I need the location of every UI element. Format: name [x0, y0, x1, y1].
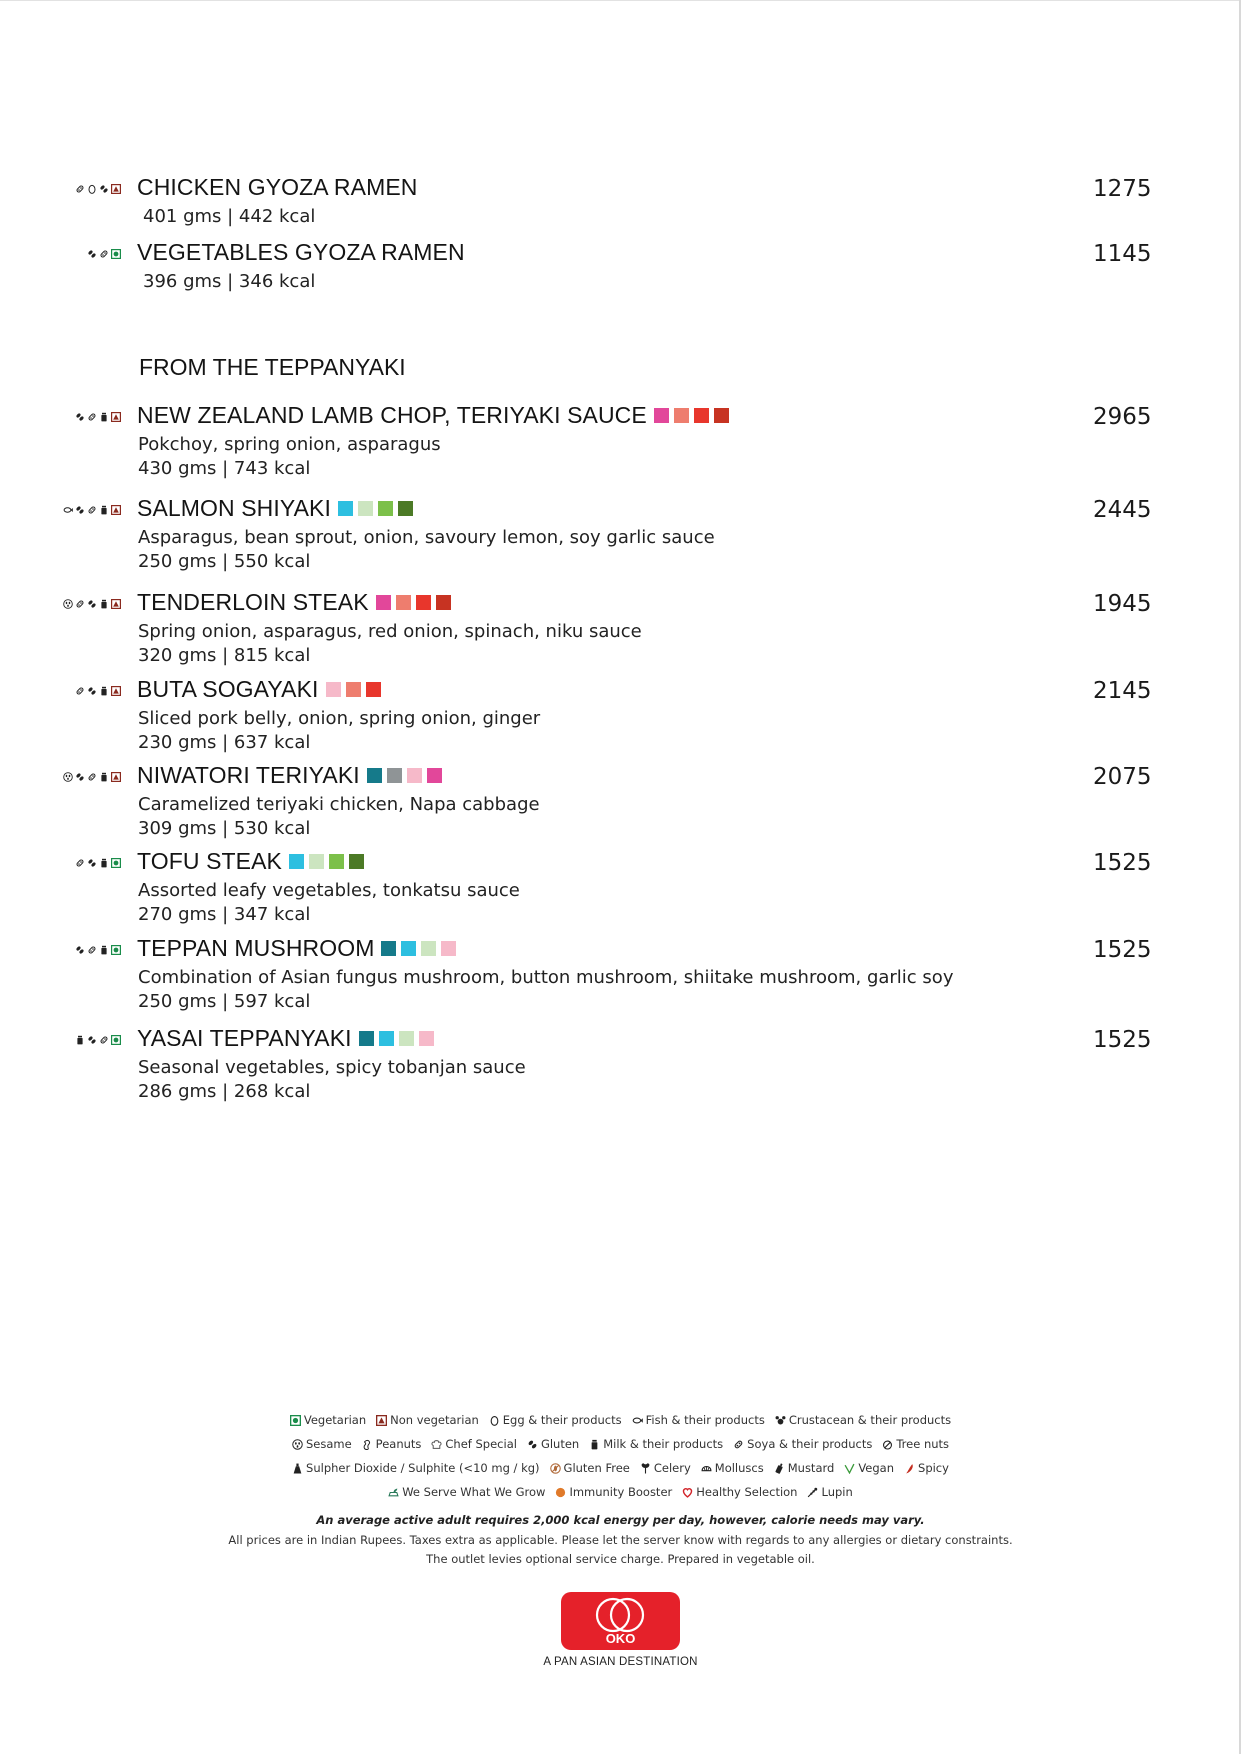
item-name-row — [137, 848, 364, 875]
gluten-icon — [75, 505, 85, 515]
menu-item — [0, 402, 1241, 482]
item-weight-calories: 230 gms | 637 kcal — [138, 732, 311, 753]
legend-entry — [775, 1413, 951, 1427]
color-swatch — [419, 1031, 434, 1046]
legend-entry — [376, 1413, 479, 1427]
item-name-row — [137, 676, 381, 703]
sulphite-icon — [292, 1463, 303, 1474]
tree-nut-icon — [882, 1439, 893, 1450]
dietary-icons — [75, 686, 121, 696]
legend-label: Crustacean & their products — [788, 1413, 952, 1427]
dietary-icons — [75, 1035, 121, 1045]
legend-label: Vegetarian — [303, 1413, 367, 1427]
dietary-icons — [75, 184, 121, 194]
milk-icon — [99, 505, 109, 515]
item-name: TOFU STEAK — [137, 848, 282, 874]
legend-entry — [555, 1485, 672, 1499]
color-swatches — [376, 595, 451, 610]
egg-icon — [87, 184, 97, 194]
legend-row — [0, 1432, 1241, 1456]
section-title: FROM THE TEPPANYAKI — [139, 354, 406, 380]
item-price: 1525 — [1093, 850, 1152, 876]
legend-label: Gluten — [540, 1437, 580, 1451]
legend-entry — [292, 1461, 539, 1475]
item-description: Spring onion, asparagus, red onion, spinach, niku sauce — [138, 621, 642, 642]
color-swatch — [396, 595, 411, 610]
soya-icon — [87, 945, 97, 955]
legend-row — [0, 1456, 1241, 1480]
item-weight-calories: 270 gms | 347 kcal — [138, 904, 311, 925]
legend-entry — [701, 1461, 764, 1475]
item-description: Seasonal vegetables, spicy tobanjan sauce — [138, 1057, 526, 1078]
service-note: The outlet levies optional service charge. Prepared in vegetable oil. — [426, 1552, 815, 1566]
color-swatches — [338, 501, 413, 516]
menu-item — [0, 848, 1241, 928]
milk-icon — [99, 599, 109, 609]
crustacean-icon — [775, 1415, 786, 1426]
legend-label: Celery — [653, 1461, 691, 1475]
item-weight-calories: 250 gms | 550 kcal — [138, 551, 311, 572]
grow-icon — [388, 1487, 399, 1498]
color-swatch — [359, 1031, 374, 1046]
color-swatch — [326, 682, 341, 697]
soya-icon — [99, 249, 109, 259]
item-name-row — [137, 174, 418, 201]
legend-row — [0, 1408, 1241, 1432]
legend-entry — [904, 1461, 949, 1475]
milk-icon — [75, 1035, 85, 1045]
item-description: Asparagus, bean sprout, onion, savoury lemon, soy garlic sauce — [138, 527, 715, 548]
legend-label: Gluten Free — [563, 1461, 630, 1475]
mustard-icon — [774, 1463, 785, 1474]
legend-entry — [774, 1461, 835, 1475]
color-swatch — [309, 854, 324, 869]
color-swatch — [367, 768, 382, 783]
color-swatches — [381, 941, 456, 956]
item-name-row — [137, 495, 413, 522]
spicy-icon — [904, 1463, 915, 1474]
non-veg-icon — [376, 1415, 387, 1426]
color-swatch — [416, 595, 431, 610]
item-name-row — [137, 589, 451, 616]
color-swatch — [398, 501, 413, 516]
color-swatch — [349, 854, 364, 869]
milk-icon — [99, 412, 109, 422]
item-weight-calories: 401 gms | 442 kcal — [143, 206, 316, 227]
gluten-icon — [527, 1439, 538, 1450]
color-swatches — [289, 854, 364, 869]
soya-icon — [75, 599, 85, 609]
veg-icon — [111, 858, 121, 868]
color-swatch — [338, 501, 353, 516]
legend-label: We Serve What We Grow — [402, 1485, 546, 1499]
celery-icon — [640, 1463, 651, 1474]
color-swatch — [714, 408, 729, 423]
milk-icon — [99, 858, 109, 868]
calorie-note: An average active adult requires 2,000 kcal energy per day, however, calorie needs may vary. — [316, 1513, 925, 1527]
non-veg-icon — [111, 599, 121, 609]
soya-icon — [733, 1439, 744, 1450]
soya-icon — [75, 184, 85, 194]
soya-icon — [99, 1035, 109, 1045]
milk-icon — [589, 1439, 600, 1450]
non-veg-icon — [111, 412, 121, 422]
legend-label: Peanuts — [375, 1437, 422, 1451]
legend-entry — [640, 1461, 691, 1475]
item-price: 2145 — [1093, 678, 1152, 704]
legend-label: Soya & their products — [747, 1437, 873, 1451]
gluten-icon — [87, 686, 97, 696]
menu-item — [0, 495, 1241, 575]
veg-icon — [111, 249, 121, 259]
item-price: 1275 — [1093, 176, 1152, 202]
veg-icon — [111, 945, 121, 955]
color-swatches — [367, 768, 442, 783]
item-name: NEW ZEALAND LAMB CHOP, TERIYAKI SAUCE — [137, 402, 647, 428]
dietary-icons — [87, 249, 121, 259]
sesame-icon — [63, 772, 73, 782]
sesame-icon — [292, 1439, 303, 1450]
legend-label: Spicy — [918, 1461, 949, 1475]
legend-label: Immunity Booster — [569, 1485, 673, 1499]
item-name: TENDERLOIN STEAK — [137, 589, 369, 615]
menu-item — [0, 762, 1241, 842]
milk-icon — [99, 945, 109, 955]
soya-icon — [87, 412, 97, 422]
gluten-free-icon — [550, 1463, 561, 1474]
item-price: 1945 — [1093, 591, 1152, 617]
color-swatch — [376, 595, 391, 610]
legend-label: Vegan — [858, 1461, 895, 1475]
legend-label: Healthy Selection — [696, 1485, 798, 1499]
healthy-icon — [682, 1487, 693, 1498]
item-weight-calories: 286 gms | 268 kcal — [138, 1081, 311, 1102]
color-swatch — [441, 941, 456, 956]
gluten-icon — [75, 412, 85, 422]
color-swatch — [694, 408, 709, 423]
soya-icon — [75, 686, 85, 696]
item-price: 2445 — [1093, 497, 1152, 523]
legend-entry — [527, 1437, 579, 1451]
item-name: SALMON SHIYAKI — [137, 495, 331, 521]
legend-label: Mustard — [787, 1461, 835, 1475]
legend-entry — [388, 1485, 545, 1499]
legend-entry — [844, 1461, 894, 1475]
legend-entry — [489, 1413, 622, 1427]
veg-icon — [290, 1415, 301, 1426]
item-description: Combination of Asian fungus mushroom, button mushroom, shiitake mushroom, garlic soy — [138, 967, 954, 988]
non-veg-icon — [111, 505, 121, 515]
color-swatch — [421, 941, 436, 956]
item-price: 1525 — [1093, 937, 1152, 963]
milk-icon — [99, 686, 109, 696]
legend-entry — [733, 1437, 872, 1451]
item-weight-calories: 309 gms | 530 kcal — [138, 818, 311, 839]
item-weight-calories: 250 gms | 597 kcal — [138, 991, 311, 1012]
legend-label: Milk & their products — [603, 1437, 724, 1451]
legend-label: Sulpher Dioxide / Sulphite (<10 mg / kg) — [306, 1461, 540, 1475]
immunity-icon — [555, 1487, 566, 1498]
color-swatches — [326, 682, 381, 697]
soya-icon — [87, 772, 97, 782]
dietary-icons — [63, 505, 121, 515]
gluten-icon — [75, 945, 85, 955]
mollusc-icon — [701, 1463, 712, 1474]
logo-text: OKO — [605, 1631, 636, 1646]
item-name: TEPPAN MUSHROOM — [137, 935, 375, 961]
fish-icon — [63, 505, 73, 515]
item-description: Sliced pork belly, onion, spring onion, ginger — [138, 708, 541, 729]
color-swatches — [359, 1031, 434, 1046]
color-swatch — [346, 682, 361, 697]
dietary-icons — [75, 412, 121, 422]
color-swatch — [436, 595, 451, 610]
soya-icon — [87, 505, 97, 515]
menu-item — [0, 676, 1241, 756]
peanut-icon — [362, 1439, 373, 1450]
non-veg-icon — [111, 184, 121, 194]
legend-label: Tree nuts — [896, 1437, 950, 1451]
item-weight-calories: 430 gms | 743 kcal — [138, 458, 311, 479]
soya-icon — [75, 858, 85, 868]
legend-label: Chef Special — [445, 1437, 517, 1451]
color-swatch — [407, 768, 422, 783]
legend-label: Lupin — [821, 1485, 853, 1499]
legend-entry — [807, 1485, 852, 1499]
legend-label: Sesame — [305, 1437, 352, 1451]
item-name: VEGETABLES GYOZA RAMEN — [137, 239, 465, 265]
item-name-row — [137, 402, 729, 429]
legend-entry — [292, 1437, 352, 1451]
menu-item — [0, 1025, 1241, 1105]
color-swatch — [378, 501, 393, 516]
item-price: 2965 — [1093, 404, 1152, 430]
dietary-icons — [75, 945, 121, 955]
item-weight-calories: 320 gms | 815 kcal — [138, 645, 311, 666]
item-description: Assorted leafy vegetables, tonkatsu sauce — [138, 880, 520, 901]
item-price: 2075 — [1093, 764, 1152, 790]
brand-tagline: A PAN ASIAN DESTINATION — [543, 1656, 698, 1668]
non-veg-icon — [111, 686, 121, 696]
item-price: 1145 — [1093, 241, 1152, 267]
page-top-edge — [0, 0, 1241, 1]
lupin-icon — [807, 1487, 818, 1498]
gluten-icon — [87, 599, 97, 609]
legend-label: Egg & their products — [502, 1413, 622, 1427]
color-swatch — [289, 854, 304, 869]
item-price: 1525 — [1093, 1027, 1152, 1053]
legend-entry — [632, 1413, 765, 1427]
item-name-row — [137, 1025, 434, 1052]
oko-logo — [561, 1592, 680, 1650]
sesame-icon — [63, 599, 73, 609]
legend-entry — [550, 1461, 630, 1475]
color-swatches — [654, 408, 729, 423]
menu-notes — [0, 1513, 1241, 1571]
legend-label: Fish & their products — [645, 1413, 765, 1427]
gluten-icon — [87, 249, 97, 259]
color-swatch — [358, 501, 373, 516]
non-veg-icon — [111, 772, 121, 782]
legend-entry — [362, 1437, 422, 1451]
gluten-icon — [99, 184, 109, 194]
color-swatch — [381, 941, 396, 956]
chef-icon — [431, 1439, 442, 1450]
item-name-row — [137, 762, 442, 789]
color-swatch — [401, 941, 416, 956]
legend-row — [0, 1480, 1241, 1504]
dietary-icons — [75, 858, 121, 868]
price-note: All prices are in Indian Rupees. Taxes extra as applicable. Please let the server know with regards to any allergies or dietary constraints. — [228, 1533, 1013, 1547]
item-name-row — [137, 935, 456, 962]
item-name-row — [137, 239, 465, 266]
gluten-icon — [87, 1035, 97, 1045]
item-name: CHICKEN GYOZA RAMEN — [137, 174, 418, 200]
color-swatch — [387, 768, 402, 783]
fish-icon — [632, 1415, 643, 1426]
color-swatch — [399, 1031, 414, 1046]
color-swatch — [329, 854, 344, 869]
legend-label: Molluscs — [714, 1461, 764, 1475]
item-name: YASAI TEPPANYAKI — [137, 1025, 352, 1051]
color-swatch — [379, 1031, 394, 1046]
legend-entry — [589, 1437, 723, 1451]
dietary-icons — [63, 599, 121, 609]
veg-icon — [111, 1035, 121, 1045]
egg-icon — [489, 1415, 500, 1426]
dietary-icons — [63, 772, 121, 782]
milk-icon — [99, 772, 109, 782]
menu-item — [0, 589, 1241, 669]
item-name: NIWATORI TERIYAKI — [137, 762, 360, 788]
gluten-icon — [75, 772, 85, 782]
vegan-icon — [844, 1463, 855, 1474]
legend-entry — [882, 1437, 949, 1451]
legend-entry — [431, 1437, 517, 1451]
item-name: BUTA SOGAYAKI — [137, 676, 319, 702]
menu-item — [0, 935, 1241, 1015]
menu-item — [0, 239, 1241, 319]
legend-label: Non vegetarian — [390, 1413, 479, 1427]
gluten-icon — [87, 858, 97, 868]
legend-entry — [682, 1485, 797, 1499]
item-weight-calories: 396 gms | 346 kcal — [143, 271, 316, 292]
color-swatch — [654, 408, 669, 423]
legend-entry — [290, 1413, 366, 1427]
color-swatch — [366, 682, 381, 697]
allergen-legend — [0, 1408, 1241, 1504]
color-swatch — [427, 768, 442, 783]
color-swatch — [674, 408, 689, 423]
item-description: Caramelized teriyaki chicken, Napa cabbage — [138, 794, 540, 815]
item-description: Pokchoy, spring onion, asparagus — [138, 434, 441, 455]
